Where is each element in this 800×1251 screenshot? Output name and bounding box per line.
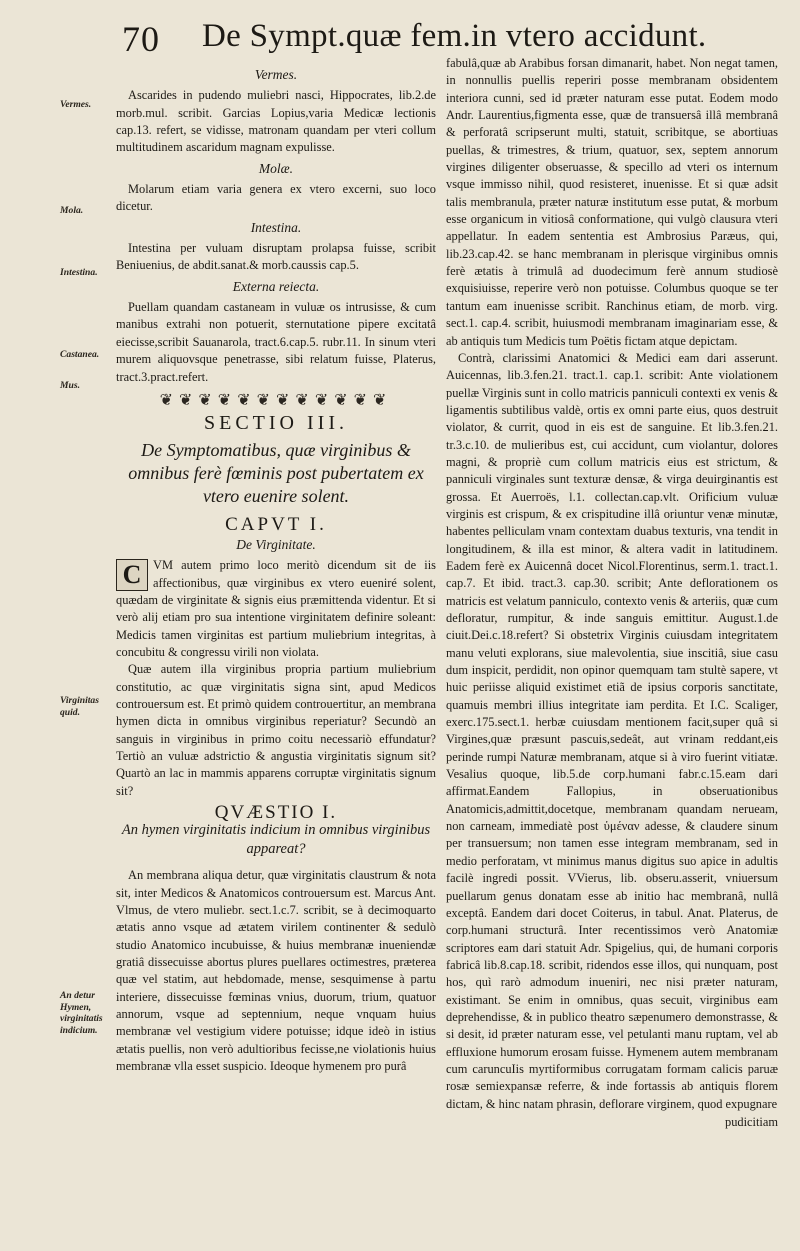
heading-mola: Molæ.: [258, 160, 294, 176]
chapter-title: CAPVT I.: [225, 513, 327, 535]
margin-note-intestina: Intestina.: [60, 267, 98, 278]
catchword: pudicitiam: [725, 1114, 778, 1129]
paragraph-right-1: fabulâ,quæ ab Arabibus forsan dimanarit, habet. Non negat tamen, in nonnullis puellis reperiri posse membranam obsidentem interiora cunni, sed id præter naturam esse putat. Eodem modo Andr. Laurentius,figmenta esse, quæ de transuersâ illâ membranâ & perforatâ scripserunt multi, statuit, scribitque, se abortiuas puellas, & trimestres, & trium, quatuor, sex, septem annorum virgines diligenter obseruasse, & specillo ad vteri os internum vsque immisso nihil, quod resisteret, inuenisse. Et si quæ adsit talis membranula, præter naturæ institutum esse putat, & morbum esse organicum in vitiosâ conformatione, qui vulgò clausura vteri appellatur. In eadem sententia est Ambrosius Paræus, qui, lib.23.cap.42. se hanc membranam in plerisque virginibus omnis ferè ætatis à trimulâ ad duodecimum ferè annum studiosè exquisiuisse, reperire verò non potuisse. Columbus quoque se ter tantum eam inuenisse scribit. Ranchinus etiam, de morb. virg. sect.1. cap.4. scribit, huiusmodi membranam imaginariam esse, & ab antiquis tum Medicis tum Poëtis fictam atque depictam.: [446, 56, 778, 348]
section-subtitle: De Symptomatibus, quæ virginibus & omnibus ferè fœminis post pubertatem ex vtero euenire solent.: [128, 439, 424, 506]
paragraph-mola: Molarum etiam varia genera ex vtero excerni, suo loco dicetur.: [116, 182, 436, 214]
heading-intestina: Intestina.: [250, 219, 302, 235]
paragraph-vermes: Ascarides in pudendo muliebri nasci, Hippocrates, lib.2.de morb.mul. scribit. Garcias Lopius,varia Medicæ lectionis cap.13. refert, se vidisse, matronam quandam per vteri collum multitudinem ascaridum magnam expulisse.: [116, 88, 436, 155]
section-title: SECTIO III.: [204, 412, 348, 435]
heading-externa: Externa reiecta.: [232, 278, 320, 294]
paragraph-questions: Quæ autem illa virginibus propria partium muliebrium constitutio, ac quæ virginitatis signa sint, apud Medicos controuersum est. Et primò quidem controuertitur, an membrana hymen dicta in omnibus virginibus reperiatur? Secundò an sanguis in virginibus in primo coitu necessariò effundatur? Tertiò an vuluæ adstrictio & angustia virginitatis signum sit? Quartò an lac in mammis apparens corruptæ virginitatis signum sit?: [116, 662, 436, 798]
paragraph-externa: Puellam quandam castaneam in vuluæ os intrusisse, & cum manibus extrahi non potuerit, sternutatione pipere excitatâ eiecisse,scribit Sauanarola, tract.6.cap.5. rubr.11. In sinum vteri murem aliquovsque penetrasse, sibi relatum fuisse, Platerus, tract.3.pract.refert.: [116, 300, 436, 384]
paragraph-virginitas: [116, 557, 436, 661]
margin-note-mola: Mola.: [60, 205, 84, 216]
paragraph-hymen: An membrana aliqua detur, quæ virginitatis claustrum & nota sit, inter Medicos & Anatomicos controuersum est. Marcus Ant. Vlmus, de vtero muliebr. sect.1.c.7. scribit, se à decimoquarto ætatis anno vsque ad ætatem virilem continenter & sedulò studio Anatomico incubuisse, & huius membranæ inueniendæ gratiâ dissecuisse abortus plures puellares octimestres, præterea quæ vel statim, aut hebdomade, mense, sesquimense à partu interiere, dissecuisse fœminas vnius, duorum, trium, quatuor annorum, vsque ad septennium, neque vnquam huius membranæ vel vestigium videre potuisse; idque ideò in istius ætatis puellis, non verò adultioribus fecisse,ne violationis huius membranæ vlla esset suspicio. Ideoque hymenem pro purâ: [116, 868, 436, 1074]
question-subtitle: An hymen virginitatis indicium in omnibus virginibus appareat?: [121, 822, 431, 858]
right-column: [446, 55, 778, 1131]
initial-letter: C: [116, 559, 148, 591]
margin-note-vermes: Vermes.: [60, 99, 92, 110]
page-number: 70: [122, 19, 160, 59]
chapter-subtitle: De Virginitate.: [236, 536, 316, 552]
question-title: QVÆSTIO I.: [214, 802, 338, 824]
heading-vermes: Vermes.: [254, 67, 298, 82]
margin-note-virginitas: Virginitas quid.: [60, 695, 99, 718]
running-head: De Sympt.quæ fem.in vtero accidunt.: [202, 18, 707, 54]
paragraph-virginitas-text: VM autem primo loco meritò dicendum sit de iis affectionibus, quæ virginibus ex vtero eueniré solent, quædam de virginitate & signis eius præmittenda videntur. Et si verò alij etiam pro sua intentione virginitatem definire soleant: Medicis tamen virginitas est partium muliebrium integritas, à concubitu & congressu virili non violata.: [116, 558, 436, 659]
page-header: [112, 14, 752, 60]
paragraph-intestina: Intestina per vuluam disruptam prolapsa fuisse, scribit Beniuenius, de abdit.sanat.& morb.caussis cap.5.: [116, 241, 436, 273]
margin-note-an-detur: An detur Hymen, virginitatis indicium.: [60, 990, 103, 1036]
left-column: [116, 63, 436, 1076]
ornament-divider: ❦❦❦❦❦❦❦❦❦❦❦❦: [159, 391, 393, 409]
margin-note-mus: Mus.: [60, 380, 80, 391]
paragraph-right-2: Contrà, clarissimi Anatomici & Medici eam dari asserunt. Auicennas, lib.3.fen.21. tract.1. cap.1. scribit: Ante violationem puellæ Virginis sunt in collo matricis panniculi contexti ex venis & ligamentis subtilibus valdè, ortis ex omni parte eius, quos destruit violator, & currit, quod in eis est de sanguine. Et lib.3.fen.21. tr.3.c.10. de mulieribus est, cui accidunt, cum violantur, dolores magni, & propriè cum collum matricis eius est strictum, & panniculi virginales sunt texturæ densæ, & virga deuirginantis est grossa. Et Auerroës, l.1. collectan.cap.vlt. Orificium vuluæ virginis est crispum, & ex crispitudine illâ oriuntur venæ minutæ, habentes pelliculam vnam contextam duabus texturis, vna tendit in longitudinem, & illa est minor, & altera vadit in latitudinem. Eadem ferè ex Auicennâ docet Nicol.Florentinus, serm.1. tract.1. cap.7. Et ibid. tract.3. cap.30. scribit; Ante deflorationem os matricis est velatum panniculo, contexto venis & arteriis, quæ cum defloratur, rumpitur, & inde sanguis emittitur. August.1.de ciuit.Dei.c.18.refert? Si obstetrix Virginis cuiusdam integritatem manu veluti explorans, siue malevolentia, siue inscitiâ, siue casu dum inspicit, perdidit, non opinor quemquam tam stultè sapere, vt huic periisse aliquid existimet etiã de ipsius corporis sanctitate, quamuis membri illius integritate iam perdita. Et I.C. Scaliger, exerc.175.sect.1. herbæ cuiusdam mentionem facit,super quâ si Virgines,quæ præsunt pascuis,sedeât, aut vrinam reddant,eis perinde rumpi Naturæ membranam, atque si à viro fuerint vitiatæ. Vesalius quoque, lib.5.de corp.humani fabr.c.15.eam dari affirmat.Eandem Fallopius, in obseruationibus Anatomicis,admittit,docetque, membranam quandam nerueam, non carneam, immediatè post ὑμέναν adesse, & claudere sinum per transuersum; non tamen esse integram membranam, sed in medio perforatam, vt minimus manus digitus suo apice in adultis facilè ingredi possit. VVierus, lib. obseru.asserit, vniuersum puellarum genus donatam esse ab initio hac membranâ, nullâ exceptâ. Eandem dari docet Coiterus, in tabul. Anat. Platerus, de corp.humani structurâ. Inter recentissimos verò Anatomiæ scriptores eam dari statuit Adr. Spigelius, qui, de humani corporis fabricâ lib.8.cap.18. scribit, ridendos esse illos, qui nunquam, post hos, quì rarò admodum inueniri, nec nisi præter naturam, existimant. Se enim in omnibus, quas secuit, virginibus eam deprehendisse, & in publico theatro sæpenumero demonstrasse, & si desit, id præter naturam esse, vel petulanti manu ruptam, vel ab effluxione humorum erosam fuisse. Hymenem autem membranam cum caruncuIis myrtiformibus corrugatam formam calicis paruæ rosæ semiexpansæ referre, & inde fortassis ab antiquis florem dictam, & hinc natam phrasin, deflorare virginem, quod expugnare: [446, 350, 778, 1111]
margin-note-castanea: Castanea.: [60, 349, 100, 360]
